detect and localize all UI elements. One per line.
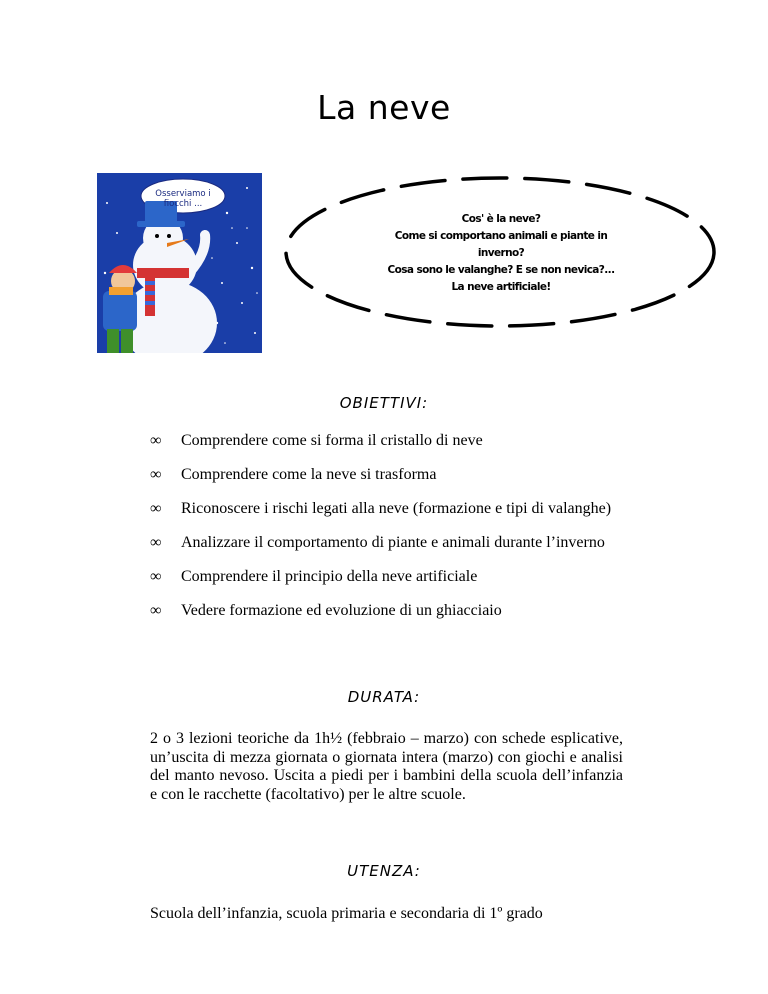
callout-line: La neve artificiale! (451, 281, 551, 293)
objective-text: Riconoscere i rischi legati alla neve (formazione e tipi di valanghe) (181, 500, 612, 517)
callout-questions (340, 211, 662, 296)
duration-text: 2 o 3 lezioni teoriche da 1h½ (febbraio – marzo) con schede esplicative, un’uscita di mezza giornata o giornata intera (marzo) con giochi e analisi del manto nevoso. Uscita a piedi per i bambini della scuola dell’infanzia e con le racchette (facoltativo) per le altre scuole. (150, 730, 623, 803)
list-item (150, 500, 620, 518)
users-heading: UTENZA: (347, 862, 421, 880)
page-title: La neve (317, 88, 451, 127)
objective-text: Comprendere il principio della neve artificiale (181, 568, 478, 585)
callout-line: Cosa sono le valanghe? E se non nevica?... (387, 264, 615, 276)
objective-text: Analizzare il comportamento di piante e animali durante l’inverno (181, 534, 605, 551)
objective-text: Comprendere come la neve si trasforma (181, 466, 437, 483)
objectives-list (150, 432, 620, 636)
infinity-bullet-icon: ∞ (150, 602, 162, 619)
callout-line: Come si comportano animali e piante in (394, 230, 608, 242)
objectives-heading: OBIETTIVI: (339, 394, 429, 412)
callout-line: Cos' è la neve? (461, 213, 541, 225)
objective-text: Vedere formazione ed evoluzione di un ghiacciaio (181, 602, 502, 619)
infinity-bullet-icon: ∞ (150, 500, 162, 517)
infinity-bullet-icon: ∞ (150, 432, 162, 449)
speech-bubble-text: Osserviamo i fiocchi ... (155, 189, 211, 209)
list-item (150, 568, 620, 586)
users-text: Scuola dell’infanzia, scuola primaria e secondaria di 1º grado (150, 905, 543, 922)
list-item (150, 602, 620, 620)
list-item (150, 534, 620, 552)
infinity-bullet-icon: ∞ (150, 466, 162, 483)
infinity-bullet-icon: ∞ (150, 534, 162, 551)
infinity-bullet-icon: ∞ (150, 568, 162, 585)
objective-text: Comprendere come si forma il cristallo di neve (181, 432, 483, 449)
list-item (150, 466, 620, 484)
list-item (150, 432, 620, 450)
callout-line: inverno? (477, 247, 525, 259)
duration-heading: DURATA: (347, 688, 421, 706)
